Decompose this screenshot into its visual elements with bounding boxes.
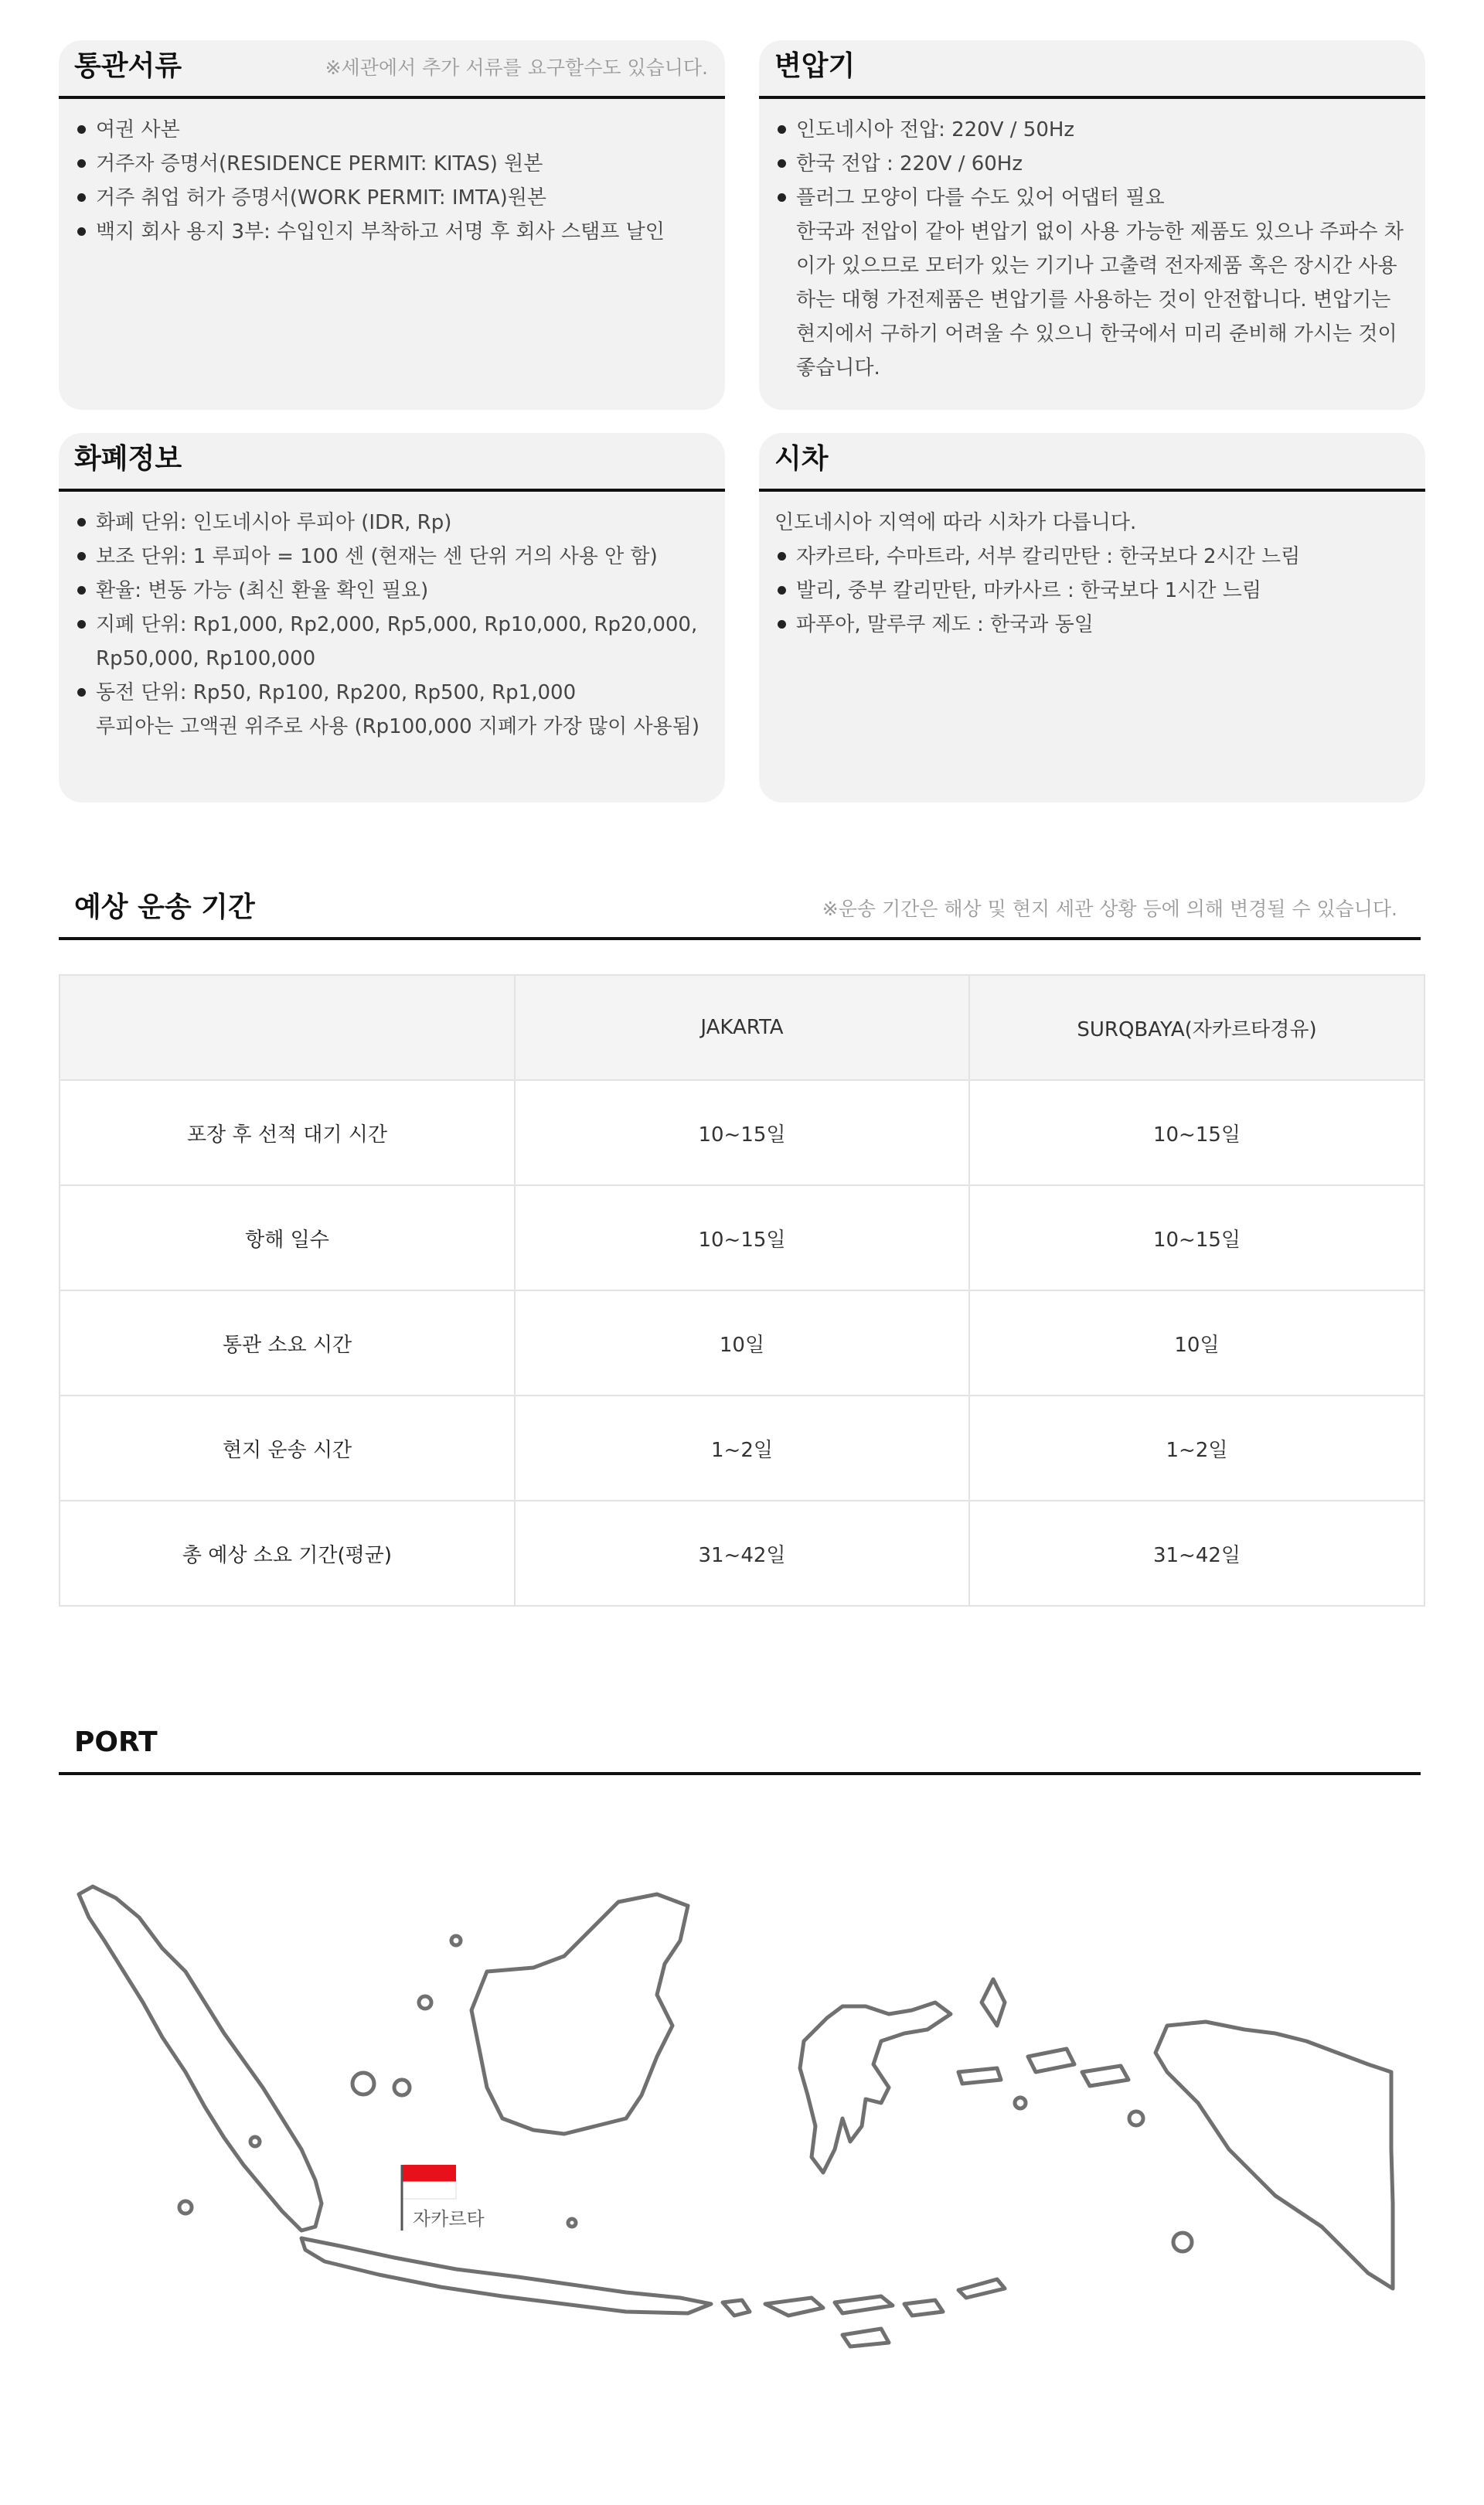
list-item: 동전 단위: Rp50, Rp100, Rp200, Rp500, Rp1,000 — [74, 676, 708, 710]
sumatra-island — [79, 1886, 322, 2231]
list-item-note: 루피아는 고액권 위주로 사용 (Rp100,000 지폐가 가장 많이 사용됨) — [96, 715, 700, 738]
row-label: 현지 운송 시간 — [60, 1396, 515, 1501]
list-item: 환율: 변동 가능 (최신 환율 확인 필요) — [74, 574, 708, 608]
table-header-row — [60, 975, 1424, 1080]
lesser-sunda-islands — [723, 2279, 1005, 2347]
islet — [451, 1936, 461, 1945]
flag-white-band — [402, 2182, 456, 2199]
section-note: ※운송 기간은 해상 및 현지 세관 상황 등에 의해 변경될 수 있습니다. — [822, 898, 1397, 920]
list-item: 백지 회사 용지 3부: 수입인지 부착하고 서명 후 회사 스탬프 날인 — [74, 215, 708, 249]
transformer-list — [774, 113, 1408, 385]
table-cell: 10일 — [515, 1290, 969, 1396]
jakarta-marker — [402, 2165, 485, 2231]
card-note: ※세관에서 추가 서류를 요구할수도 있습니다. — [325, 56, 708, 79]
list-item-note: 한국과 전압이 같아 변압기 없이 사용 가능한 제품도 있으나 주파수 차이가 있으므로 모터가 있는 기기나 고출력 전자제품 혹은 장시간 사용하는 대형 가전제품은 변압기를 사용하는 것이 안전합니다. 변압기는 현지에서 구하기 어려울 수 있으니 한국에서 미리 준비해 가시는 것이 좋습니다. — [796, 220, 1404, 380]
islet — [352, 2073, 374, 2094]
list-item: 인도네시아 전압: 220V / 50Hz — [774, 113, 1408, 147]
card-header — [59, 40, 725, 99]
currency-card — [59, 433, 725, 803]
list-item: 지폐 단위: Rp1,000, Rp2,000, Rp5,000, Rp10,000, Rp20,000, Rp50,000, Rp100,000 — [74, 608, 708, 676]
indonesia-map — [70, 1840, 1414, 2443]
timezone-list — [774, 540, 1408, 642]
card-header — [759, 433, 1425, 492]
row-label: 통관 소요 시간 — [60, 1290, 515, 1396]
table-row — [60, 1501, 1424, 1606]
sulawesi-island — [800, 2002, 951, 2173]
table-cell: 10일 — [969, 1290, 1424, 1396]
shipping-section-header — [59, 874, 1421, 940]
section-title: 예상 운송 기간 — [74, 891, 255, 923]
table-cell: 31~42일 — [969, 1501, 1424, 1606]
shipping-table — [59, 974, 1425, 1607]
list-item: 한국 전압 : 220V / 60Hz — [774, 147, 1408, 181]
table-header-cell: SURQBAYA(자카르타경유) — [969, 975, 1424, 1080]
map-outline — [79, 1886, 1393, 2347]
list-item: 여권 사본 — [74, 113, 708, 147]
table-header-cell: JAKARTA — [515, 975, 969, 1080]
table-cell: 10~15일 — [515, 1080, 969, 1185]
list-item: 화폐 단위: 인도네시아 루피아 (IDR, Rp) — [74, 506, 708, 540]
islet — [250, 2137, 260, 2146]
card-header — [59, 433, 725, 492]
list-item: 거주 취업 허가 증명서(WORK PERMIT: IMTA)원본 — [74, 181, 708, 215]
kalimantan-island — [471, 1894, 688, 2134]
table-row — [60, 1290, 1424, 1396]
table-cell: 1~2일 — [969, 1396, 1424, 1501]
customs-list — [74, 113, 708, 249]
java-island — [301, 2238, 711, 2313]
table-row — [60, 1185, 1424, 1290]
card-title: 통관서류 — [74, 50, 182, 82]
currency-list — [74, 506, 708, 744]
list-item: 플러그 모양이 다를 수도 있어 어댑터 필요 — [774, 181, 1408, 215]
row-label: 항해 일수 — [60, 1185, 515, 1290]
card-title: 시차 — [774, 443, 829, 475]
table-cell: 1~2일 — [515, 1396, 969, 1501]
islet — [179, 2201, 192, 2214]
table-row — [60, 1080, 1424, 1185]
islet — [394, 2080, 410, 2095]
customs-documents-card — [59, 40, 725, 410]
islet — [1129, 2111, 1143, 2125]
table-cell: 10~15일 — [969, 1185, 1424, 1290]
table-cell: 10~15일 — [515, 1185, 969, 1290]
maluku-islands — [958, 1979, 1128, 2086]
table-cell: 10~15일 — [969, 1080, 1424, 1185]
card-title: 변압기 — [774, 50, 856, 82]
flag-red-band — [402, 2165, 456, 2182]
list-item: 거주자 증명서(RESIDENCE PERMIT: KITAS) 원본 — [74, 147, 708, 181]
row-label: 포장 후 선적 대기 시간 — [60, 1080, 515, 1185]
timezone-intro: 인도네시아 지역에 따라 시차가 다릅니다. — [774, 511, 1137, 534]
port-section-header — [59, 1709, 1421, 1775]
islet — [419, 1996, 431, 2009]
islet — [1015, 2098, 1026, 2108]
row-label: 총 예상 소요 기간(평균) — [60, 1501, 515, 1606]
list-item: 자카르타, 수마트라, 서부 칼리만탄 : 한국보다 2시간 느림 — [774, 540, 1408, 574]
table-row — [60, 1396, 1424, 1501]
list-item: 파푸아, 말루쿠 제도 : 한국과 동일 — [774, 608, 1408, 642]
timezone-card — [759, 433, 1425, 803]
list-item: 발리, 중부 칼리만탄, 마카사르 : 한국보다 1시간 느림 — [774, 574, 1408, 608]
table-header-cell — [60, 975, 515, 1080]
section-title: PORT — [74, 1726, 158, 1758]
table-cell: 31~42일 — [515, 1501, 969, 1606]
marker-label: 자카르타 — [413, 2208, 485, 2230]
islet — [568, 2219, 576, 2227]
transformer-card — [759, 40, 1425, 410]
card-header — [759, 40, 1425, 99]
islet — [1173, 2233, 1192, 2251]
card-title: 화폐정보 — [74, 443, 182, 475]
list-item: 보조 단위: 1 루피아 = 100 센 (현재는 센 단위 거의 사용 안 함) — [74, 540, 708, 574]
